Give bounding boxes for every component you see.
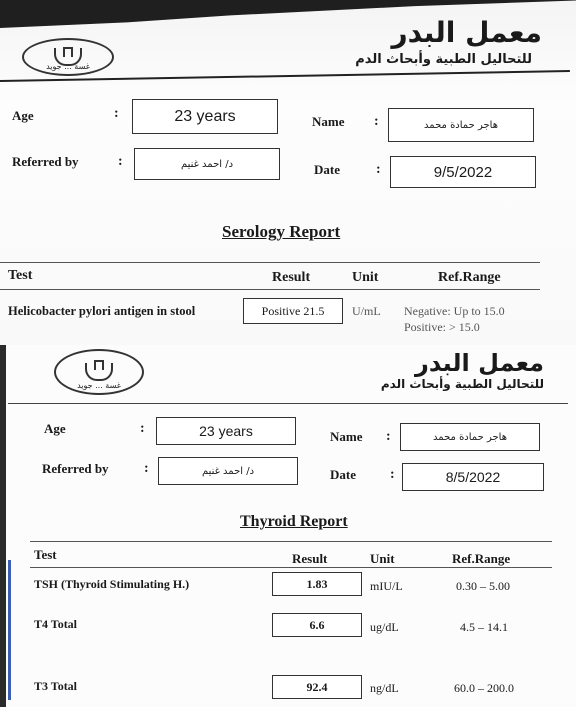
test-name: T3 Total	[34, 679, 78, 693]
date-value: 8/5/2022	[402, 463, 544, 491]
table-top-rule	[30, 541, 552, 542]
lab-name: معمل البدر	[415, 349, 544, 377]
unit-value: ug/dL	[370, 620, 399, 634]
patient-name-value: هاجر حمادة محمد	[388, 108, 534, 142]
test-name: Helicobacter pylori antigen in stool	[8, 304, 196, 318]
test-name: T4 Total	[34, 617, 78, 631]
report-title: Serology Report	[222, 222, 341, 241]
date-label: Date	[314, 162, 340, 177]
table-top-rule	[0, 262, 540, 263]
age-label: Age	[12, 108, 34, 123]
col-header-test: Test	[34, 547, 57, 562]
range-value: 60.0 – 200.0	[454, 681, 514, 695]
range-negative: Negative: Up to 15.0	[404, 304, 505, 318]
col-header-result: Result	[292, 551, 328, 566]
result-value: 1.83	[272, 572, 362, 596]
thyroid-report-sheet: غسة ... جويد معمل البدر للتحاليل الطبية وأبحاث الدم Age : 23 years Name : هاجر حمادة محمد Referred by : د/ احمد غنيم Date : 8/5/2022 Thyroid Report Test Result Unit Ref.Range TSH (Thyroid Stimulating H.) 1.83 mIU/L 0.30 – 5.00 T4 Total 6.6 ug/dL 4.5 – 14.1 T3 Total 92.4 ng/dL 60.0 – 200.0	[6, 345, 576, 707]
range-value: 4.5 – 14.1	[460, 620, 508, 634]
lab-logo: غسة ... جويد	[22, 38, 114, 76]
patient-name-value: هاجر حمادة محمد	[400, 423, 540, 451]
lab-logo: غسة ... جويد	[54, 349, 144, 395]
table-header-rule	[0, 289, 540, 290]
report-title: Thyroid Report	[240, 513, 348, 530]
test-name: TSH (Thyroid Stimulating H.)	[34, 577, 190, 591]
col-header-result: Result	[272, 270, 311, 285]
range-value: 0.30 – 5.00	[456, 579, 510, 593]
col-header-test: Test	[8, 268, 33, 283]
lab-subtitle: للتحاليل الطبية وأبحاث الدم	[380, 377, 544, 391]
referred-by-label: Referred by	[12, 154, 79, 169]
serology-report-sheet: غسة ... جويد معمل البدر للتحاليل الطبية وأبحاث الدم Age : 23 years Name : هاجر حمادة محمد Referred by : د/ احمد غنيم Date : 9/5/2022 Serology Report Test Result Unit Ref.Range Helicobacter pylori antigen in stool Positive 21.5 U/mL Negative: Up to 15.0 Positive: > 15.0	[0, 0, 576, 345]
result-value: Positive 21.5	[243, 298, 343, 324]
referred-by-value: د/ احمد غنيم	[134, 148, 280, 180]
referred-by-value: د/ احمد غنيم	[158, 457, 298, 485]
age-value: 23 years	[156, 417, 296, 445]
table-header-rule	[30, 567, 552, 568]
referred-by-label: Referred by	[42, 461, 109, 476]
name-label: Name	[312, 114, 345, 129]
result-value: 92.4	[272, 675, 362, 699]
date-label: Date	[330, 467, 356, 482]
lab-name: معمل البدر	[391, 16, 542, 49]
lab-subtitle: للتحاليل الطبية وأبحاث الدم	[355, 52, 532, 67]
pen-mark	[8, 560, 11, 700]
date-value: 9/5/2022	[390, 156, 536, 188]
age-label: Age	[44, 421, 66, 436]
range-positive: Positive: > 15.0	[404, 320, 480, 334]
col-header-range: Ref.Range	[438, 270, 501, 285]
result-value: 6.6	[272, 613, 362, 637]
unit-value: U/mL	[352, 304, 381, 318]
header-divider	[8, 403, 568, 404]
col-header-unit: Unit	[370, 551, 395, 566]
col-header-unit: Unit	[352, 270, 379, 285]
age-value: 23 years	[132, 99, 278, 134]
flask-body-icon	[85, 363, 113, 381]
col-header-range: Ref.Range	[452, 551, 511, 566]
unit-value: ng/dL	[370, 681, 399, 695]
name-label: Name	[330, 429, 363, 444]
unit-value: mIU/L	[370, 579, 403, 593]
